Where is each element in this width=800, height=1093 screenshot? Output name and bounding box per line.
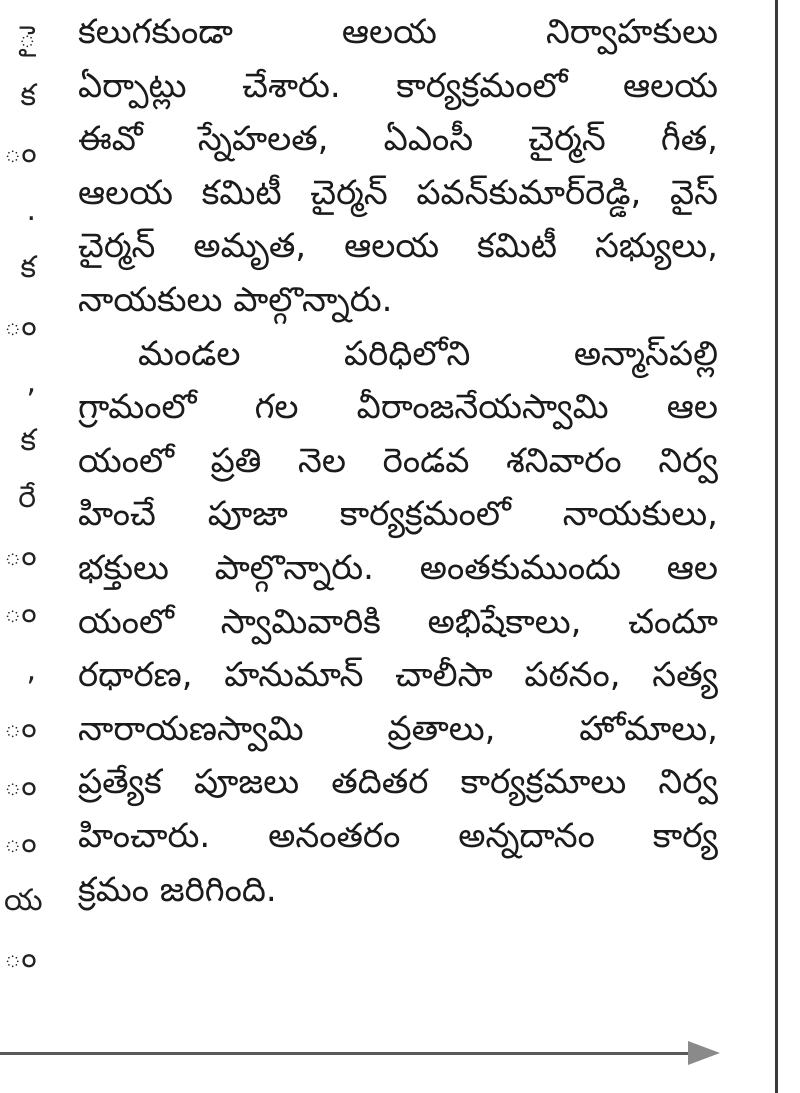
word: చైర్మన్ bbox=[528, 119, 606, 160]
article-line bbox=[78, 596, 718, 650]
word: నిర్వ bbox=[658, 440, 718, 481]
word: చేశారు. bbox=[242, 65, 341, 106]
left-fragment: క bbox=[20, 250, 36, 285]
word: హోమాలు, bbox=[579, 708, 718, 749]
word: కార్యక్రమాలు bbox=[460, 762, 627, 803]
word: వ్రతాలు, bbox=[387, 708, 496, 749]
column-divider-rule bbox=[775, 0, 778, 1093]
article-line bbox=[78, 60, 718, 114]
word: పరిధిలోని bbox=[344, 333, 471, 374]
word: కలుగకుండా bbox=[78, 12, 233, 52]
left-fragment: ం bbox=[4, 595, 37, 630]
word: ఆలయ bbox=[344, 226, 440, 267]
left-fragment: య bbox=[4, 882, 43, 918]
word: యంలో bbox=[78, 601, 174, 642]
article-line: నాయకులు పాల్గొన్నారు. bbox=[78, 279, 393, 320]
word: హనుమాన్ bbox=[224, 655, 364, 696]
article-line bbox=[78, 756, 718, 810]
article-line bbox=[78, 113, 718, 167]
word: ఆలయ bbox=[341, 12, 437, 52]
word: ప్రత్యేక bbox=[78, 762, 162, 803]
word: ఈవో bbox=[78, 119, 143, 160]
word: అభిషేకాలు, bbox=[427, 601, 582, 642]
word: హించే bbox=[78, 494, 156, 535]
left-fragment: ై bbox=[18, 20, 36, 55]
left-fragment: క bbox=[20, 77, 36, 113]
word: చాలీసా bbox=[395, 655, 493, 696]
word: నాయకులు, bbox=[562, 494, 718, 535]
word: ప్రతి bbox=[210, 440, 262, 481]
left-fragment: క bbox=[20, 422, 36, 458]
word: స్వామివారికి bbox=[220, 601, 381, 642]
adjacent-column-fragments bbox=[0, 0, 43, 1035]
word: ఆలయ bbox=[78, 172, 173, 213]
word: కమిటీ bbox=[201, 172, 282, 213]
article-body bbox=[78, 6, 718, 917]
word: సభ్యులు, bbox=[594, 226, 718, 267]
left-fragment: , bbox=[26, 652, 36, 688]
left-fragment: ం bbox=[4, 767, 37, 803]
word: పూజలు bbox=[193, 762, 300, 803]
word: అనంతరం bbox=[268, 815, 401, 856]
article-line bbox=[78, 488, 718, 542]
left-fragment: ం bbox=[4, 825, 37, 860]
word: నెల bbox=[298, 440, 347, 481]
word: పాల్గొన్నారు. bbox=[214, 547, 374, 588]
word: వైస్ bbox=[669, 172, 718, 213]
word: అంతకుముందు bbox=[419, 547, 621, 588]
word: భక్తులు bbox=[78, 547, 169, 588]
word: సత్య bbox=[652, 655, 718, 696]
word: ఏర్పాట్లు bbox=[78, 65, 187, 106]
word: శనివారం bbox=[506, 440, 622, 481]
article-line bbox=[78, 220, 718, 274]
word: పవన్‌కుమార్‌రెడ్డి, bbox=[416, 172, 642, 213]
article-line bbox=[78, 381, 718, 435]
left-fragment: ం bbox=[4, 537, 37, 573]
word: ఆల bbox=[666, 547, 718, 588]
word: గల bbox=[254, 387, 299, 428]
word: ఆల bbox=[666, 387, 718, 428]
article-line bbox=[78, 435, 718, 489]
left-fragment: రే bbox=[18, 480, 36, 515]
word: రెండవ bbox=[382, 440, 470, 481]
article-line bbox=[78, 542, 718, 596]
word: గీత, bbox=[660, 119, 718, 160]
end-rule bbox=[0, 1052, 690, 1055]
left-fragment: ం bbox=[4, 710, 37, 745]
word: ఆలయ bbox=[623, 65, 718, 106]
word: చందూ bbox=[628, 601, 718, 642]
article-line bbox=[78, 167, 718, 221]
article-line bbox=[78, 810, 718, 864]
article-line bbox=[78, 6, 718, 60]
word: చైర్మన్ bbox=[78, 226, 156, 267]
word: అమృత, bbox=[193, 226, 307, 267]
left-fragment: , bbox=[26, 365, 36, 400]
word: పూజా bbox=[207, 494, 288, 535]
left-fragment: ం bbox=[4, 307, 37, 343]
word: తదితర bbox=[331, 762, 429, 803]
word: ఏఎంసీ bbox=[383, 119, 474, 160]
article-line bbox=[78, 703, 718, 757]
word: మండల bbox=[138, 333, 241, 374]
word: కమిటీ bbox=[477, 226, 557, 267]
word: కార్యక్రమంలో bbox=[339, 494, 511, 535]
arrow-right-icon bbox=[688, 1041, 720, 1065]
word: పఠనం, bbox=[524, 655, 621, 696]
word: వీరాంజనేయస్వామి bbox=[356, 387, 609, 428]
word: కార్యక్రమంలో bbox=[396, 65, 568, 106]
word: హించారు. bbox=[78, 815, 211, 856]
left-fragment: ం bbox=[4, 940, 37, 975]
left-fragment: . bbox=[26, 192, 36, 228]
word: గ్రామంలో bbox=[78, 387, 197, 428]
article-line: క్రమం జరిగింది. bbox=[78, 869, 277, 910]
word: అన్మాస్‌పల్లి bbox=[573, 333, 718, 374]
word: నిర్వ bbox=[658, 762, 718, 803]
word: అన్నదానం bbox=[458, 815, 595, 856]
article-line bbox=[78, 649, 718, 703]
word: స్నేహలత, bbox=[197, 119, 329, 160]
article-line bbox=[78, 328, 718, 382]
word: నారాయణస్వామి bbox=[78, 708, 304, 749]
word: నిర్వాహకులు bbox=[545, 12, 718, 52]
left-fragment: ం bbox=[4, 135, 37, 170]
word: యంలో bbox=[78, 440, 174, 481]
word: కార్య bbox=[652, 815, 718, 856]
word: రధారణ, bbox=[78, 655, 193, 696]
word: చైర్మన్ bbox=[310, 172, 388, 213]
